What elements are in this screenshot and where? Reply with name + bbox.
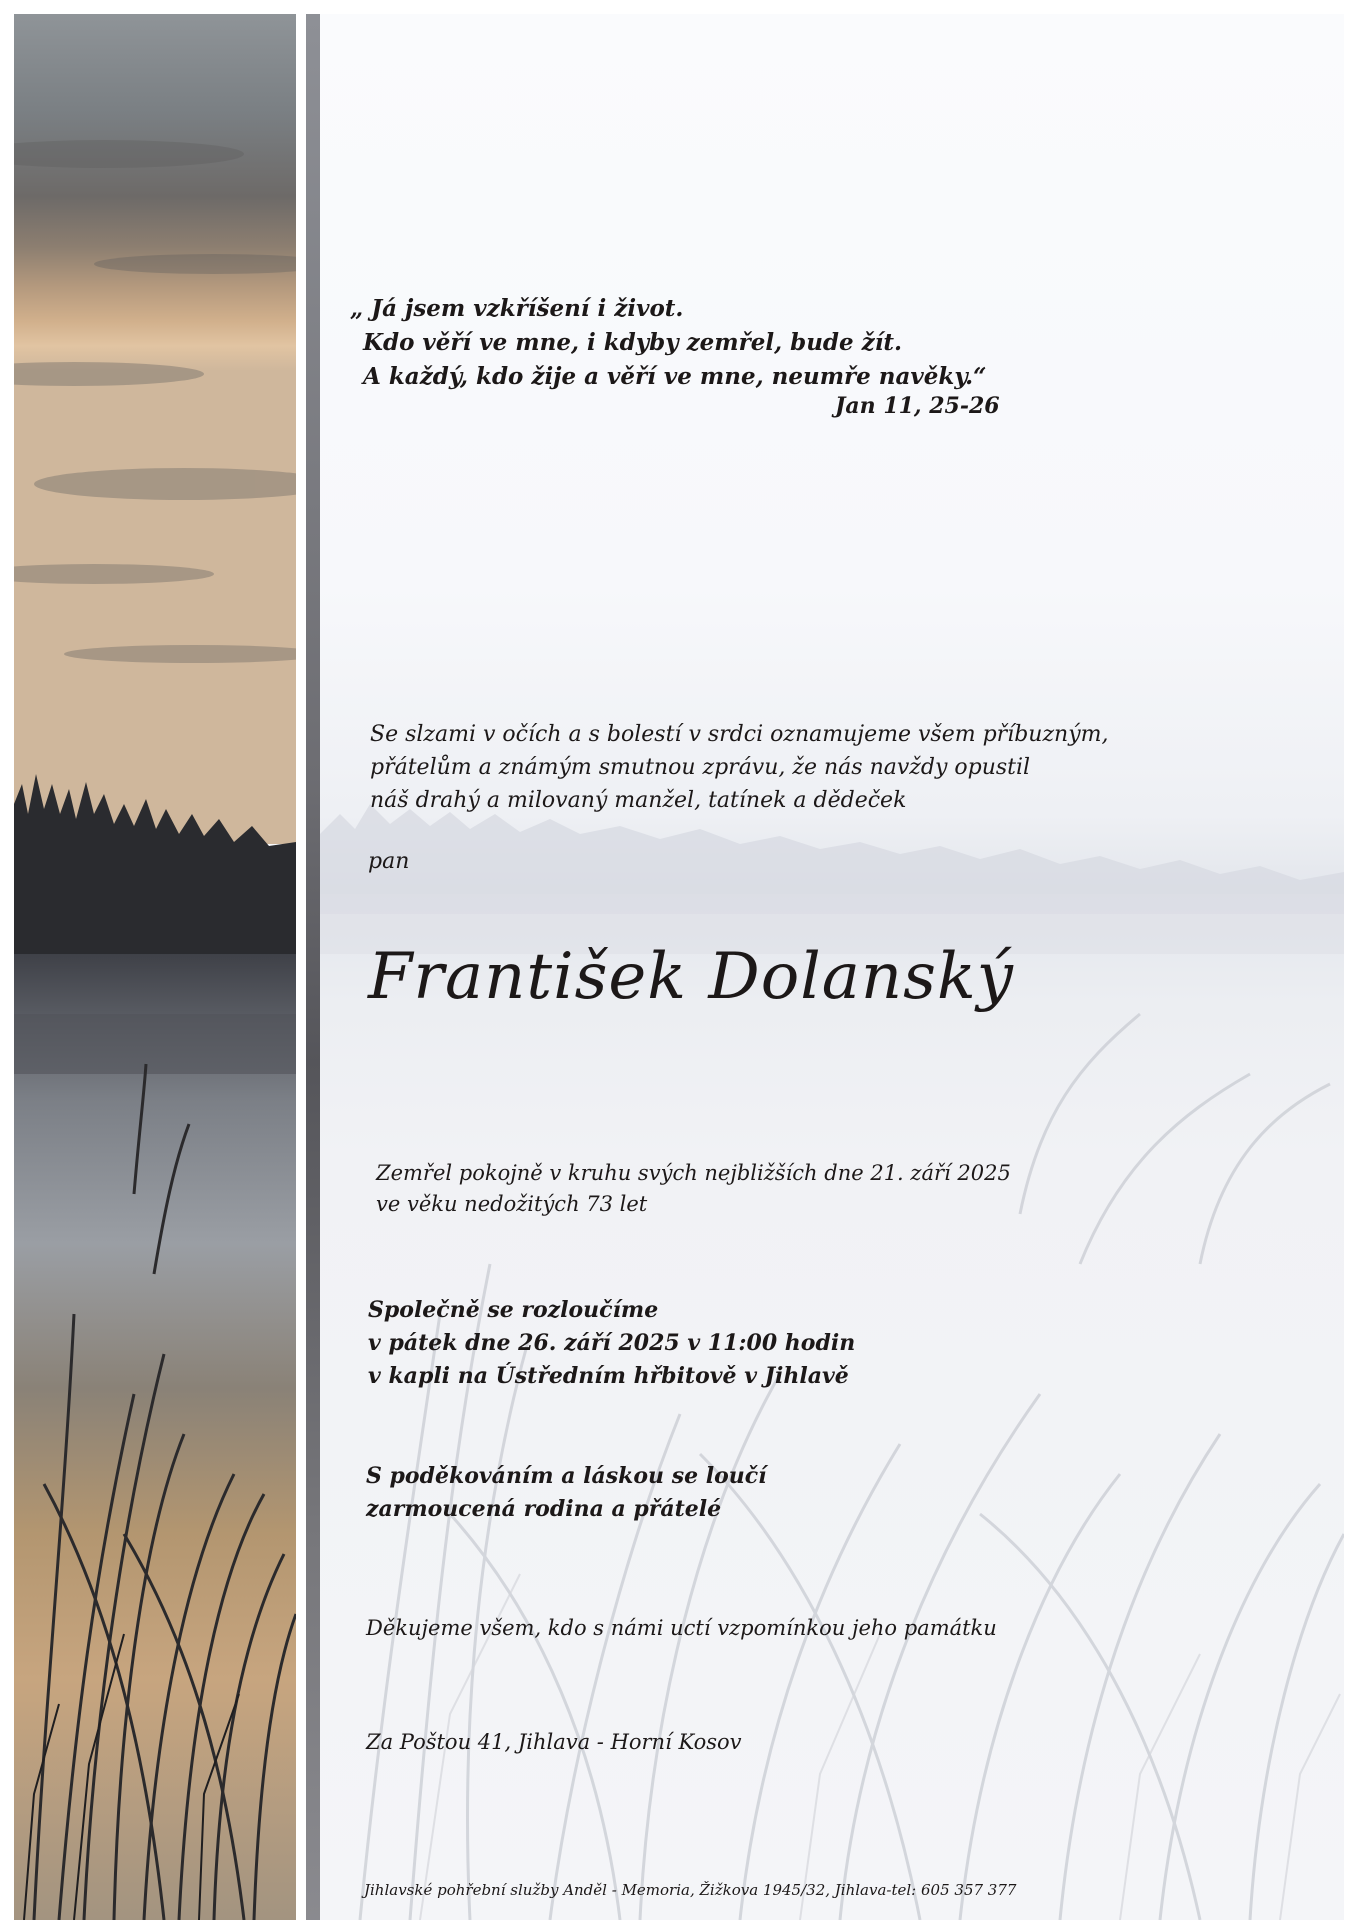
death-line-2: ve věku nedožitých 73 let — [376, 1192, 648, 1216]
signature-line-1: S poděkováním a láskou se loučí — [366, 1463, 767, 1489]
announcement-line-3: náš drahý a milovaný manžel, tatínek a dědeček — [370, 788, 907, 813]
farewell-details — [368, 1294, 855, 1393]
death-line-1: Zemřel pokojně v kruhu svých nejbližších dne 21. září 2025 — [376, 1161, 1011, 1185]
divider-white — [296, 14, 306, 1920]
signature-line-2: zarmoucená rodina a přátelé — [366, 1496, 722, 1522]
quote-reference: Jan 11, 25-26 — [835, 393, 1000, 419]
divider-grey — [306, 14, 320, 1920]
announcement-line-1: Se slzami v očích a s bolestí v srdci oznamujeme všem příbuzným, — [370, 722, 1109, 747]
bible-quote — [350, 292, 986, 394]
family-address: Za Poštou 41, Jihlava - Horní Kosov — [366, 1730, 742, 1754]
sunset-photo-strip — [14, 14, 296, 1920]
funeral-service-footer: Jihlavské pohřební služby Anděl - Memoria, Žižkova 1945/32, Jihlava-tel: 605 357 377 — [364, 1881, 1017, 1899]
farewell-line-2: v pátek dne 26. září 2025 v 11:00 hodin — [368, 1330, 856, 1356]
quote-line-2: Kdo věří ve mne, i kdyby zemřel, bude žít. — [363, 329, 903, 356]
quote-line-3: A každý, kdo žije a věří ve mne, neumře navěky.“ — [363, 363, 987, 390]
death-details — [376, 1158, 1011, 1220]
deceased-name: František Dolanský — [368, 940, 1014, 1014]
quote-line-1: „ Já jsem vzkříšení i život. — [350, 295, 684, 322]
announcement-text — [370, 718, 1109, 817]
gratitude-text: Děkujeme všem, kdo s námi uctí vzpomínkou jeho památku — [366, 1616, 997, 1640]
family-signature — [366, 1460, 767, 1526]
salutation: pan — [368, 849, 410, 874]
farewell-line-1: Společně se rozloučíme — [368, 1297, 659, 1323]
farewell-line-3: v kapli na Ústředním hřbitově v Jihlavě — [368, 1363, 849, 1389]
announcement-line-2: přátelům a známým smutnou zprávu, že nás navždy opustil — [370, 755, 1031, 780]
